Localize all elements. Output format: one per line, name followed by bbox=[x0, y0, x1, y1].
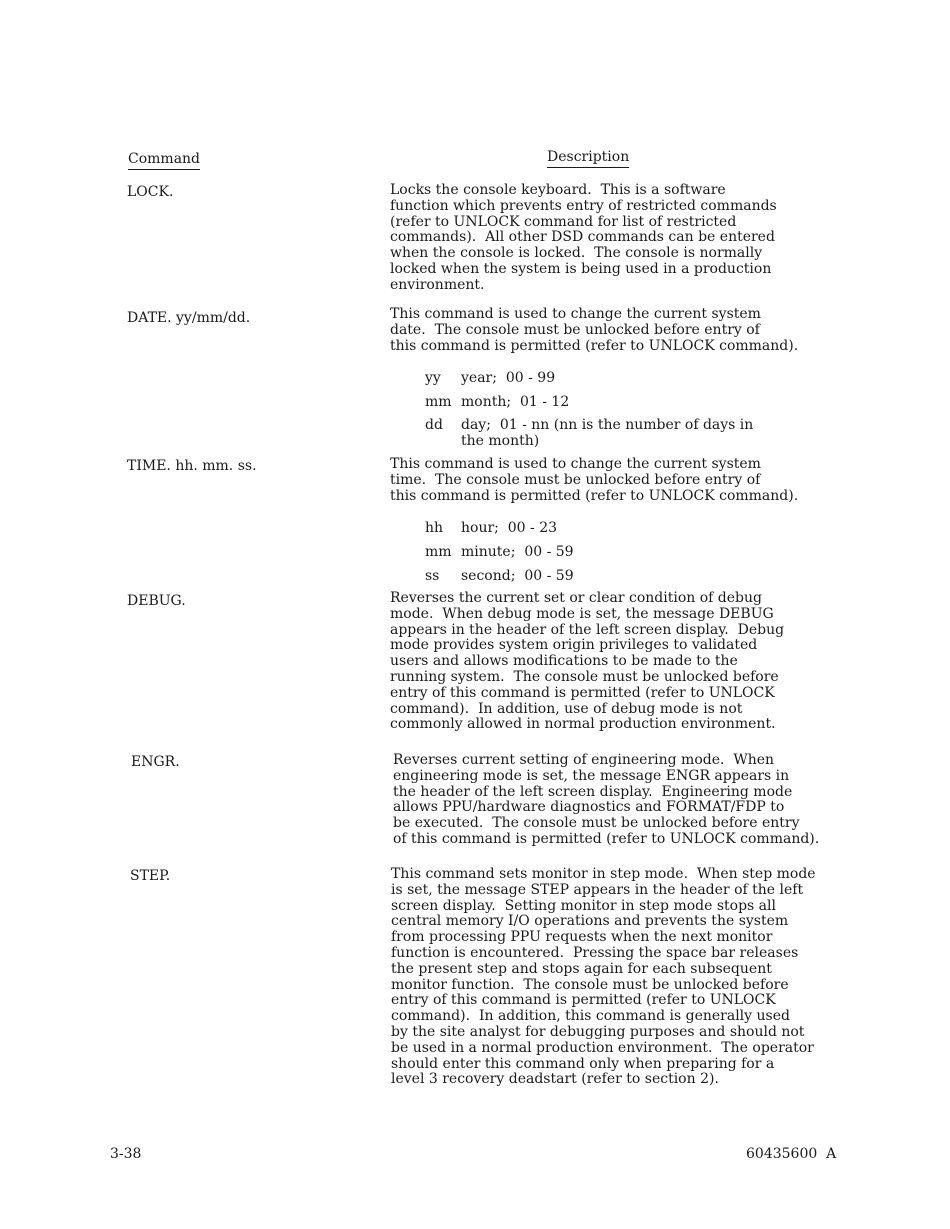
desc-line: Reverses the current set or clear condition of debug bbox=[390, 590, 762, 606]
desc-line: This command is used to change the current system bbox=[390, 456, 761, 472]
desc-line: entry of this command is permitted (refer to UNLOCK bbox=[390, 684, 775, 701]
param-abbr: yy bbox=[425, 370, 441, 386]
param-text-continued: the month) bbox=[461, 433, 540, 449]
desc-line: the present step and stops again for each subsequent bbox=[391, 960, 772, 977]
desc-line: entry of this command is permitted (refer to UNLOCK bbox=[391, 992, 776, 1009]
command-column-header: Command bbox=[128, 151, 200, 170]
desc-line: is set, the message STEP appears in the header of the left bbox=[391, 881, 804, 898]
document-number: 60435600 A bbox=[746, 1146, 837, 1162]
desc-line: commands). All other DSD commands can be entered bbox=[390, 229, 775, 246]
description-time bbox=[390, 457, 798, 504]
desc-line: users and allows modifications to be made to the bbox=[390, 653, 738, 670]
desc-line: of this command is permitted (refer to UNLOCK command). bbox=[393, 830, 820, 847]
desc-line: This command is used to change the current system bbox=[390, 306, 761, 322]
command-time: TIME. hh. mm. ss. bbox=[127, 458, 257, 474]
desc-line: engineering mode is set, the message ENGR appears in bbox=[393, 767, 790, 784]
description-debug bbox=[390, 591, 784, 733]
desc-line: This command sets monitor in step mode. When step mode bbox=[391, 866, 816, 882]
desc-line: function which prevents entry of restricted commands bbox=[390, 197, 777, 214]
param-text: minute; 00 - 59 bbox=[461, 544, 574, 560]
description-step bbox=[391, 867, 816, 1088]
command-date: DATE. yy/mm/dd. bbox=[127, 310, 251, 326]
command-step: STEP. bbox=[130, 868, 171, 884]
desc-line: this command is permitted (refer to UNLOCK command). bbox=[390, 487, 799, 504]
command-debug: DEBUG. bbox=[127, 593, 186, 609]
desc-line: should enter this command only when preparing for a bbox=[391, 1055, 775, 1072]
desc-line: time. The console must be unlocked before entry of bbox=[390, 471, 761, 488]
desc-line: (refer to UNLOCK command for list of restricted bbox=[390, 213, 737, 230]
param-abbr: dd bbox=[425, 417, 443, 433]
param-text: hour; 00 - 23 bbox=[461, 520, 558, 536]
desc-line: environment. bbox=[390, 276, 485, 293]
command-engr: ENGR. bbox=[131, 754, 180, 770]
param-text: month; 01 - 12 bbox=[461, 394, 570, 410]
param-text: year; 00 - 99 bbox=[461, 370, 556, 386]
desc-line: locked when the system is being used in a production bbox=[390, 260, 772, 277]
param-abbr: mm bbox=[425, 394, 452, 410]
desc-line: monitor function. The console must be unlocked before bbox=[391, 976, 789, 993]
param-abbr: ss bbox=[425, 568, 440, 584]
param-text: day; 01 - nn (nn is the number of days in bbox=[461, 417, 754, 433]
desc-line: Reverses current setting of engineering mode. When bbox=[393, 752, 775, 768]
description-lock bbox=[390, 183, 777, 294]
desc-line: mode. When debug mode is set, the message DEBUG bbox=[390, 605, 774, 622]
desc-line: by the site analyst for debugging purposes and should not bbox=[391, 1023, 805, 1040]
desc-line: command). In addition, use of debug mode is not bbox=[390, 700, 743, 717]
description-column-header: Description bbox=[547, 149, 629, 168]
desc-line: be used in a normal production environment. The operator bbox=[391, 1039, 814, 1056]
param-abbr: mm bbox=[425, 544, 452, 560]
description-engr bbox=[393, 753, 819, 848]
desc-line: date. The console must be unlocked before entry of bbox=[390, 321, 760, 338]
desc-line: the header of the left screen display. Engineering mode bbox=[393, 783, 793, 800]
param-text: second; 00 - 59 bbox=[461, 568, 574, 584]
description-date bbox=[390, 307, 798, 354]
command-lock: LOCK. bbox=[127, 184, 174, 200]
page-number: 3-38 bbox=[110, 1146, 142, 1162]
desc-line: Locks the console keyboard. This is a software bbox=[390, 182, 726, 198]
desc-line: function is encountered. Pressing the space bar releases bbox=[391, 944, 799, 961]
desc-line: level 3 recovery deadstart (refer to section 2). bbox=[391, 1071, 719, 1088]
desc-line: from processing PPU requests when the next monitor bbox=[391, 929, 773, 946]
desc-line: running system. The console must be unlocked before bbox=[390, 668, 779, 685]
desc-line: be executed. The console must be unlocked before entry bbox=[393, 815, 800, 832]
desc-line: central memory I/O operations and prevents the system bbox=[391, 913, 789, 930]
desc-line: commonly allowed in normal production environment. bbox=[390, 716, 776, 733]
desc-line: this command is permitted (refer to UNLOCK command). bbox=[390, 337, 799, 354]
desc-line: screen display. Setting monitor in step mode stops all bbox=[391, 897, 776, 914]
desc-line: appears in the header of the left screen display. Debug bbox=[390, 621, 785, 638]
param-abbr: hh bbox=[425, 520, 444, 536]
desc-line: when the console is locked. The console is normally bbox=[390, 245, 763, 262]
desc-line: command). In addition, this command is generally used bbox=[391, 1008, 790, 1025]
desc-line: allows PPU/hardware diagnostics and FORMAT/FDP to bbox=[393, 799, 785, 816]
desc-line: mode provides system origin privileges to validated bbox=[390, 637, 758, 654]
